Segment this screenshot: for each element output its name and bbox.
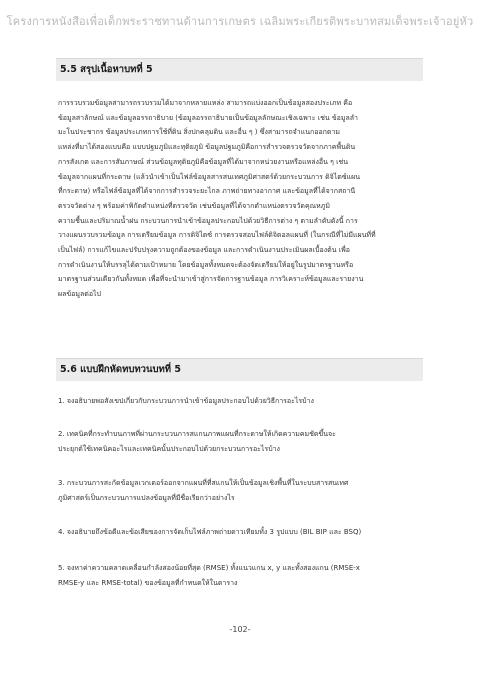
exercise-question-2	[58, 427, 420, 456]
question-line: ภูมิศาสตร์เป็นกระบวนการแปลงข้อมูลที่มีชื่อเรียกว่าอย่างไร	[58, 493, 235, 502]
summary-line: การรวบรวมข้อมูลสามารถรวบรวมได้มาจากหลายแหล่ง สามารถแบ่งออกเป็นข้อมูลสองประเภท คือ	[58, 99, 353, 107]
summary-line: ความชื้นและปริมาณน้ำฝน กระบวนการนำเข้าข้อมูลประกอบไปด้วยวิธีการต่าง ๆ ตามลำดับดังนี้ การ	[58, 216, 358, 225]
summary-line: มะโนประชากร ข้อมูลประเภทการใช้ที่ดิน สิ่งปกคลุมดิน และอื่น ๆ ) ซึ่งสามารถจำแนกออกตาม	[58, 128, 340, 137]
summary-line: ข้อมูลสาลักษณ์ และข้อมูลอรรถาธิบาย (ข้อมูลอรรถาธิบายเป็นข้อมูลลักษณะเชิงเฉพาะ เช่น ข้อมูลลำ	[58, 113, 358, 122]
exercise-question-1	[58, 394, 420, 409]
summary-line: การดำเนินงานให้บรรลุได้ตามเป้าหมาย โดยข้อมูลทั้งหมดจะต้องจัดเตรียมให้อยู่ในรูปมาตรฐานหรือ	[58, 260, 354, 269]
question-line: RMSE-y และ RMSE-total) ของข้อมูลที่กำหนดให้ในตาราง	[58, 578, 238, 587]
summary-line: เป็นไฟล์) การแก้ไขและปรับปรุงความถูกต้องของข้อมูล และการดำเนินงานประเมินผลเบื้องต้น เพื่อ	[58, 246, 350, 255]
summary-line: แหล่งที่มาได้สองแบบคือ แบบปฐมภูมิและทุติยภูมิ ข้อมูลปฐมภูมิคือการสำรวจตรวจวัดจากภาคพื้นดิน	[58, 143, 356, 152]
question-line: 1. จงอธิบายพอสังเขปเกี่ยวกับกระบวนการนำเข้าข้อมูลประกอบไปด้วยวิธีการอะไรบ้าง	[58, 397, 314, 405]
running-header: โครงการหนังสือเพื่อเด็กพระราชทานด้านการเกษตร เฉลิมพระเกียรติพระบาทสมเด็จพระเจ้าอยู่หัว	[6, 15, 474, 28]
summary-line: ข้อมูลจากแผนที่กระดาษ (แล้วนำเข้าเป็นไฟล์ข้อมูลสารสนเทศภูมิศาสตร์ด้วยกระบวนการ ดิจิไตซ์แผน	[58, 172, 360, 181]
summary-paragraph	[58, 96, 420, 302]
question-line: 2. เทคนิคที่กระทำบนภาพที่ผ่านกระบวนการสแกนภาพแผนที่กระดาษให้เกิดความคมชัดขึ้นจะ	[58, 430, 336, 438]
summary-line: ผลข้อมูลต่อไป	[58, 290, 101, 299]
summary-line: มาตรฐานส่วนเดียวกันทั้งหมด เพื่อที่จะนำมาเข้าสู่การจัดการฐานข้อมูล การวิเคราะห์ข้อมูลและรายงาน	[58, 275, 364, 284]
question-line: 3. กระบวนการสะกัดข้อมูลเวกเตอร์ออกจากแผนที่ที่สแกนให้เป็นข้อมูลเชิงพื้นที่ในระบบสารสนเทศ	[58, 479, 349, 487]
summary-line: ที่กระดาษ) หรือไฟล์ข้อมูลที่ได้จากการสำรวจระยะไกล ภาพถ่ายทางอากาศ และข้อมูลที่ได้จากสถานี	[58, 187, 356, 196]
question-line: 4. จงอธิบายถึงข้อดีและข้อเสียของการจัดเก็บไฟล์ภาพถ่ายดาวเทียมทั้ง 3 รูปแบบ (BIL BIP และ BSQ)	[58, 528, 362, 536]
section-heading-summary: 5.5 สรุปเนื้อหาบทที่ 5	[56, 58, 423, 81]
summary-line: การสังเกต และการสัมภาษณ์ ส่วนข้อมูลทุติยภูมิคือข้อมูลที่ได้มาจากหน่วยงานหรือแหล่งอื่น ๆ เช่น	[58, 157, 349, 166]
exercise-question-3	[58, 476, 420, 505]
summary-line: ตรวจวัดต่าง ๆ พร้อมค่าพิกัดตำแหน่งที่ตรวจวัด เช่นข้อมูลที่ได้จากตำแหน่งตรวจวัดคุณหภูมิ	[58, 201, 330, 210]
question-line: 5. จงหาค่าความคลาดเคลื่อนกำลังสองน้อยที่สุด (RMSE) ทั้งแนวแกน x, y และทั้งสองแกน (RMSE-x	[58, 564, 360, 572]
exercise-question-4	[58, 525, 420, 540]
exercise-question-5	[58, 561, 420, 590]
section-heading-exercises: 5.6 แบบฝึกหัดทบทวนบทที่ 5	[56, 358, 423, 381]
summary-line: วางแผนรวบรวมข้อมูล การเตรียมข้อมูล การดิจิไตซ์ การตรวจสอบไฟล์ดิจิตอลแผนที่ (ในกรณีที่ไม่มีแผนที่ที่	[58, 231, 376, 240]
question-line: ประยุกต์ใช้เทคนิคอะไรและเทคนิคนั้นประกอบไปด้วยกระบวนการอะไรบ้าง	[58, 444, 280, 453]
page-number: -102-	[229, 625, 251, 634]
